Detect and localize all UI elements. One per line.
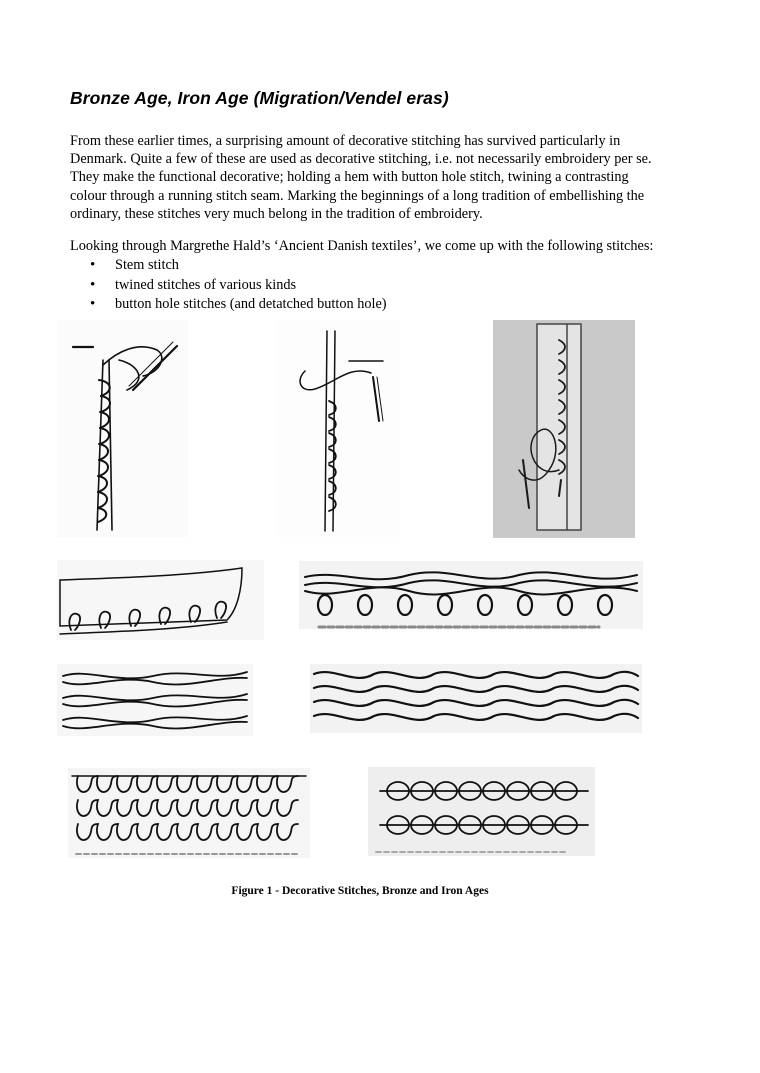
looped-mesh-illustration <box>68 768 310 858</box>
diagonal-twined-rows-illustration <box>57 664 253 736</box>
page-heading: Bronze Age, Iron Age (Migration/Vendel eras) <box>70 88 449 108</box>
paragraph-line: ordinary, these stitches very much belong in the tradition of embroidery. <box>70 205 483 222</box>
figure-caption: Figure 1 - Decorative Stitches, Bronze and Iron Ages <box>231 885 489 897</box>
paragraph-line: Denmark. Quite a few of these are used as decorative stitching, i.e. not necessarily embroidery per se. <box>70 151 652 168</box>
list-item: • button hole stitches (and detatched button hole) <box>90 295 387 315</box>
stem-stitch-needle-illustration <box>57 320 188 537</box>
paragraph-line: They make the functional decorative; holding a hem with button hole stitch, twining a contrasting <box>70 169 629 186</box>
body-paragraph <box>70 132 710 223</box>
seam-twining-illustration <box>493 320 635 538</box>
chain-loop-rows-illustration <box>368 767 595 856</box>
twined-stitch-needle-illustration <box>275 321 400 537</box>
paragraph-line: colour through a running stitch seam. Marking the beginnings of a long tradition of embellishing the <box>70 187 645 204</box>
list-intro: Looking through Margrethe Hald’s ‘Ancient Danish textiles’, we come up with the following stitches: <box>70 238 654 254</box>
list-item: • Stem stitch <box>90 256 387 276</box>
list-item: • twined stitches of various kinds <box>90 276 387 296</box>
paragraph-line: From these earlier times, a surprising amount of decorative stitching has survived particularly in <box>70 133 621 149</box>
hem-buttonhole-illustration <box>57 560 264 640</box>
cable-twined-band-illustration <box>310 664 642 733</box>
stitch-list <box>90 256 387 315</box>
detached-buttonhole-band-illustration <box>299 561 643 629</box>
